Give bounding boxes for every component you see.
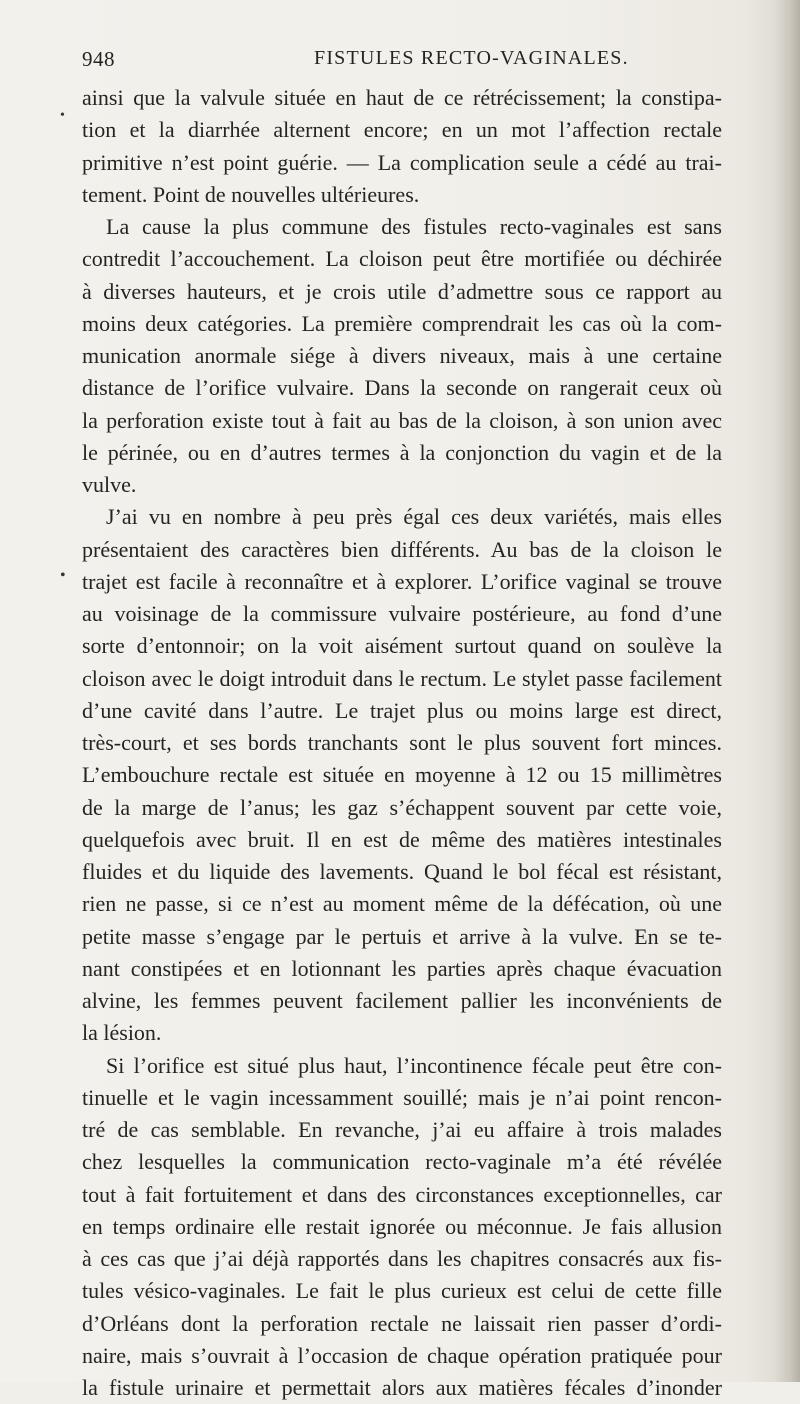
text-line: vulve. [82, 472, 137, 497]
page-edge-shadow [774, 0, 800, 1382]
text-line: sorte d’entonnoir; on la voit aisément surtout quand on soulève la [82, 633, 722, 659]
text-line: très-court, et ses bords tranchants sont le plus souvent fort minces. [82, 730, 722, 755]
text-line: la lésion. [82, 1020, 162, 1046]
text-line: petite masse s’engage par le pertuis et arrive à la vulve. En se te- [82, 923, 722, 949]
text-line: tion et la diarrhée alternent encore; en un mot l’affection rectale [82, 117, 722, 143]
text-line: d’Orléans dont la perforation rectale ne laissait rien passer d’ordi- [82, 1310, 722, 1336]
text-line: la perforation existe tout à fait au bas de la cloison, à son union avec [82, 407, 722, 433]
text-line: L’embouchure rectale est située en moyenne à 12 ou 15 millimètres [82, 762, 722, 788]
text-line: moins deux catégories. La première comprendrait les cas où la com- [82, 310, 722, 336]
page-number: 948 [82, 47, 115, 71]
text-line: d’une cavité dans l’autre. Le trajet plus ou moins large est direct, [82, 697, 722, 723]
text-line: munication anormale siége à divers niveaux, mais à une certaine [82, 343, 722, 368]
text-line: tinuelle et le vagin incessamment souillé; mais je n’ai point rencon- [82, 1084, 722, 1110]
text-line: fluides et du liquide des lavements. Quand le bol fécal est résistant, [82, 859, 722, 884]
text-line: tement. Point de nouvelles ultérieures. [82, 181, 420, 207]
margin-mark: • [60, 567, 66, 584]
text-line: en temps ordinaire elle restait ignorée ou méconnue. Je fais allusion [82, 1213, 722, 1239]
text-line: à ces cas que j’ai déjà rapportés dans les chapitres consacrés aux fis- [82, 1246, 722, 1271]
body-text [82, 82, 722, 1404]
text-line: Si l’orifice est situé plus haut, l’incontinence fécale peut être con- [106, 1052, 722, 1078]
page-header [82, 47, 722, 75]
text-line: trajet est facile à reconnaître et à explorer. L’orifice vaginal se trouve [82, 568, 722, 594]
text-line: contredit l’accouchement. La cloison peut être mortifiée ou déchirée [82, 246, 722, 272]
text-line: présentaient des caractères bien différents. Au bas de la cloison le [82, 536, 722, 562]
text-line: chez lesquelles la communication recto-vaginale m’a été révélée [82, 1149, 722, 1175]
text-line: alvine, les femmes peuvent facilement pallier les inconvénients de [82, 988, 722, 1013]
text-line: à diverses hauteurs, et je crois utile d’admettre sous ce rapport au [82, 278, 722, 304]
text-line: ainsi que la valvule située en haut de ce rétrécissement; la constipa- [82, 85, 722, 110]
text-line: quelquefois avec bruit. Il en est de même des matières intestinales [82, 826, 722, 852]
text-line: de la marge de l’anus; les gaz s’échappent souvent par cette voie, [82, 794, 722, 820]
text-line: cloison avec le doigt introduit dans le rectum. Le stylet passe facilement [82, 665, 722, 691]
margin-mark: • [60, 108, 65, 123]
text-line: primitive n’est point guérie. — La complication seule a cédé au trai- [82, 149, 722, 175]
text-line: naire, mais s’ouvrait à l’occasion de chaque opération pratiquée pour [82, 1342, 722, 1368]
text-line: le périnée, ou en d’autres termes à la conjonction du vagin et de la [82, 439, 722, 465]
text-line: distance de l’orifice vulvaire. Dans la seconde on rangerait ceux où [82, 375, 722, 401]
text-line: nant constipées et en lotionnant les parties après chaque évacuation [82, 955, 722, 981]
text-line: tules vésico-vaginales. Le fait le plus curieux est celui de cette fille [82, 1278, 722, 1304]
text-line: J’ai vu en nombre à peu près égal ces deux variétés, mais elles [106, 504, 722, 530]
running-head: FISTULES RECTO-VAGINALES. [314, 47, 629, 69]
text-line: au voisinage de la commissure vulvaire postérieure, au fond d’une [82, 601, 722, 626]
text-line: tout à fait fortuitement et dans des circonstances exceptionnelles, car [82, 1181, 722, 1207]
text-line: La cause la plus commune des fistules recto-vaginales est sans [106, 214, 722, 239]
text-line: la fistule urinaire et permettait alors aux matières fécales d’inonder [82, 1375, 722, 1400]
text-line: tré de cas semblable. En revanche, j’ai eu affaire à trois malades [82, 1117, 722, 1142]
text-line: rien ne passe, si ce n’est au moment même de la défécation, où une [82, 891, 722, 917]
